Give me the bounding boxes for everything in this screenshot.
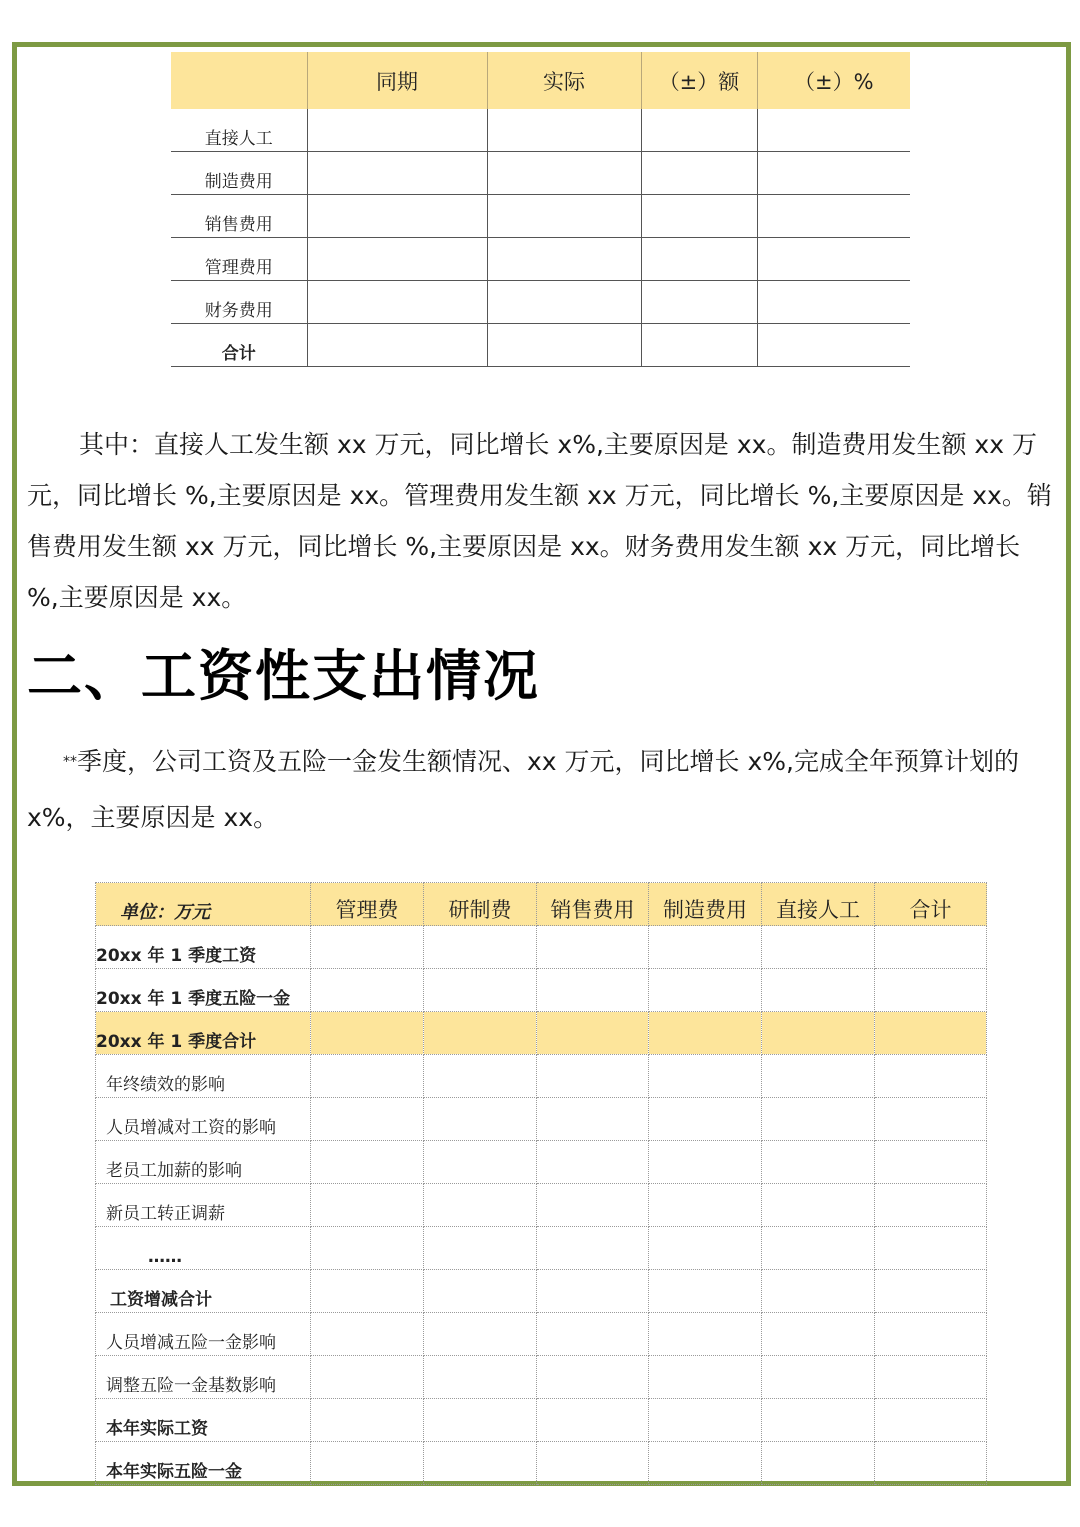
header-actual: 实际 xyxy=(487,52,641,109)
table-cell xyxy=(762,1227,875,1270)
table-cell xyxy=(762,969,875,1012)
table-cell xyxy=(311,1098,424,1141)
row-label: 20xx 年 1 季度工资 xyxy=(96,926,311,969)
table-cell xyxy=(875,1184,987,1227)
header-rd-fee: 研制费 xyxy=(424,883,537,926)
table-cell xyxy=(641,109,757,152)
table-cell xyxy=(307,109,487,152)
section-heading: 二、工资性支出情况 xyxy=(27,644,541,708)
row-label: 人员增减五险一金影响 xyxy=(96,1313,311,1356)
table-header-row xyxy=(96,883,987,926)
table-cell xyxy=(762,1184,875,1227)
table-cell xyxy=(307,238,487,281)
table-cell xyxy=(537,926,649,969)
table-cell xyxy=(757,324,910,367)
table-cell xyxy=(307,152,487,195)
table-cell xyxy=(875,1227,987,1270)
table-cell xyxy=(537,1399,649,1442)
cost-comparison-table xyxy=(171,52,910,367)
row-label: 年终绩效的影响 xyxy=(96,1055,311,1098)
table-cell xyxy=(649,1184,762,1227)
table-cell xyxy=(424,1270,537,1313)
table-cell xyxy=(762,1399,875,1442)
table-cell xyxy=(307,324,487,367)
header-management-fee: 管理费 xyxy=(311,883,424,926)
table-cell xyxy=(537,1184,649,1227)
table-cell xyxy=(875,1399,987,1442)
table-cell xyxy=(424,1227,537,1270)
table-row xyxy=(96,1442,987,1485)
row-label: 管理费用 xyxy=(171,238,307,281)
table-cell xyxy=(875,1012,987,1055)
header-manufacturing-expense: 制造费用 xyxy=(649,883,762,926)
table-cell xyxy=(311,1270,424,1313)
table-row xyxy=(96,1399,987,1442)
table-cell xyxy=(487,324,641,367)
table-cell xyxy=(649,1270,762,1313)
table-cell xyxy=(649,1141,762,1184)
table-row xyxy=(171,109,910,152)
row-label: 本年实际五险一金 xyxy=(96,1442,311,1485)
table-cell xyxy=(875,1356,987,1399)
table-cell xyxy=(649,1012,762,1055)
table-row xyxy=(171,152,910,195)
table-cell xyxy=(311,1313,424,1356)
table-cell xyxy=(641,152,757,195)
table-cell xyxy=(875,1313,987,1356)
table-cell xyxy=(757,109,910,152)
table-cell xyxy=(311,1227,424,1270)
table-row xyxy=(96,969,987,1012)
row-label: 销售费用 xyxy=(171,195,307,238)
table-cell xyxy=(875,1055,987,1098)
row-label: 工资增减合计 xyxy=(96,1270,311,1313)
table-cell xyxy=(424,1141,537,1184)
table-cell xyxy=(424,1012,537,1055)
table-cell xyxy=(649,1442,762,1485)
table-row xyxy=(96,1098,987,1141)
table-cell xyxy=(487,195,641,238)
header-diff-percent: （±）% xyxy=(757,52,910,109)
table-cell xyxy=(762,1012,875,1055)
header-total: 合计 xyxy=(875,883,987,926)
table-cell xyxy=(311,1141,424,1184)
table-cell xyxy=(424,1313,537,1356)
row-label: 制造费用 xyxy=(171,152,307,195)
header-sales-expense: 销售费用 xyxy=(537,883,649,926)
table-cell xyxy=(487,109,641,152)
table-cell xyxy=(757,152,910,195)
table-cell xyxy=(537,1012,649,1055)
table-header-row xyxy=(171,52,910,109)
table-cell xyxy=(311,1356,424,1399)
table-cell xyxy=(424,1098,537,1141)
table-cell xyxy=(311,1442,424,1485)
row-label: 财务费用 xyxy=(171,281,307,324)
table-cell xyxy=(875,1270,987,1313)
table-cell xyxy=(537,1442,649,1485)
table-cell xyxy=(311,926,424,969)
table-row xyxy=(96,1313,987,1356)
table-cell xyxy=(307,281,487,324)
salary-summary-paragraph xyxy=(27,734,1059,846)
table-cell xyxy=(762,1055,875,1098)
table-row xyxy=(171,281,910,324)
table-cell xyxy=(424,1399,537,1442)
row-label: 人员增减对工资的影响 xyxy=(96,1098,311,1141)
salary-expense-table xyxy=(95,882,987,1485)
table-cell xyxy=(757,195,910,238)
asterisk-prefix: ** xyxy=(63,754,77,770)
table-cell xyxy=(649,1313,762,1356)
table-cell xyxy=(537,1141,649,1184)
row-label: 调整五险一金基数影响 xyxy=(96,1356,311,1399)
table-cell xyxy=(762,1356,875,1399)
header-blank xyxy=(171,52,307,109)
table-row-total xyxy=(171,324,910,367)
cost-analysis-paragraph: 其中：直接人工发生额 xx 万元，同比增长 x%,主要原因是 xx。制造费用发生额 xx 万元，同比增长 %,主要原因是 xx。管理费用发生额 xx 万元，同比增长 %,主要原因是 xx。销售费用发生额 xx 万元，同比增长 %,主要原因是 xx。财务费用发生额 xx 万元，同比增长 %,主要原因是 xx。 xyxy=(27,430,1052,612)
table-cell xyxy=(537,969,649,1012)
table-cell xyxy=(875,1141,987,1184)
table-row xyxy=(96,1227,987,1270)
table-cell xyxy=(537,1270,649,1313)
table-cell xyxy=(649,969,762,1012)
row-label: 老员工加薪的影响 xyxy=(96,1141,311,1184)
header-same-period: 同期 xyxy=(307,52,487,109)
table-cell xyxy=(649,926,762,969)
table-cell xyxy=(762,1141,875,1184)
table-cell xyxy=(311,1055,424,1098)
table-cell xyxy=(649,1399,762,1442)
table-cell xyxy=(311,1399,424,1442)
row-label: 20xx 年 1 季度合计 xyxy=(96,1012,311,1055)
row-label: 直接人工 xyxy=(171,109,307,152)
table-row xyxy=(96,1141,987,1184)
header-direct-labor: 直接人工 xyxy=(762,883,875,926)
table-cell xyxy=(649,1098,762,1141)
table-cell xyxy=(424,1184,537,1227)
table-cell xyxy=(487,152,641,195)
table-cell xyxy=(757,281,910,324)
table-cell xyxy=(649,1227,762,1270)
table-cell xyxy=(641,324,757,367)
table-cell xyxy=(311,969,424,1012)
table-cell xyxy=(424,1055,537,1098)
table-cell xyxy=(762,1270,875,1313)
table-cell xyxy=(311,1012,424,1055)
table-cell xyxy=(424,1442,537,1485)
table-row xyxy=(96,926,987,969)
table-cell xyxy=(424,1356,537,1399)
row-label-ellipsis: …… xyxy=(96,1227,311,1270)
row-label: 本年实际工资 xyxy=(96,1399,311,1442)
table-cell xyxy=(641,238,757,281)
table-cell xyxy=(757,238,910,281)
table-row xyxy=(96,1055,987,1098)
header-diff-amount: （±）额 xyxy=(641,52,757,109)
row-label: 合计 xyxy=(171,324,307,367)
table-row xyxy=(96,1184,987,1227)
table-cell xyxy=(487,281,641,324)
table-cell xyxy=(487,238,641,281)
table-cell xyxy=(762,1313,875,1356)
table-cell xyxy=(875,1098,987,1141)
table-cell xyxy=(424,969,537,1012)
table-cell xyxy=(649,1055,762,1098)
table-cell xyxy=(875,1442,987,1485)
table-cell xyxy=(875,969,987,1012)
unit-label: 单位：万元 xyxy=(96,883,311,926)
table-cell xyxy=(762,1098,875,1141)
table-row xyxy=(171,195,910,238)
table-cell xyxy=(311,1184,424,1227)
table-cell xyxy=(762,926,875,969)
table-cell xyxy=(307,195,487,238)
table-row xyxy=(96,1270,987,1313)
table-cell xyxy=(424,926,537,969)
table-cell xyxy=(537,1356,649,1399)
table-cell xyxy=(537,1313,649,1356)
table-cell xyxy=(537,1098,649,1141)
table-cell xyxy=(641,281,757,324)
table-cell xyxy=(649,1356,762,1399)
table-cell xyxy=(875,926,987,969)
salary-summary-text: 季度，公司工资及五险一金发生额情况、xx 万元，同比增长 x%,完成全年预算计划的 x%，主要原因是 xx。 xyxy=(27,747,1019,832)
table-cell xyxy=(762,1442,875,1485)
table-row xyxy=(96,1356,987,1399)
row-label: 20xx 年 1 季度五险一金 xyxy=(96,969,311,1012)
row-label: 新员工转正调薪 xyxy=(96,1184,311,1227)
table-cell xyxy=(641,195,757,238)
table-cell xyxy=(537,1227,649,1270)
table-row xyxy=(171,238,910,281)
table-cell xyxy=(537,1055,649,1098)
table-row-highlight xyxy=(96,1012,987,1055)
